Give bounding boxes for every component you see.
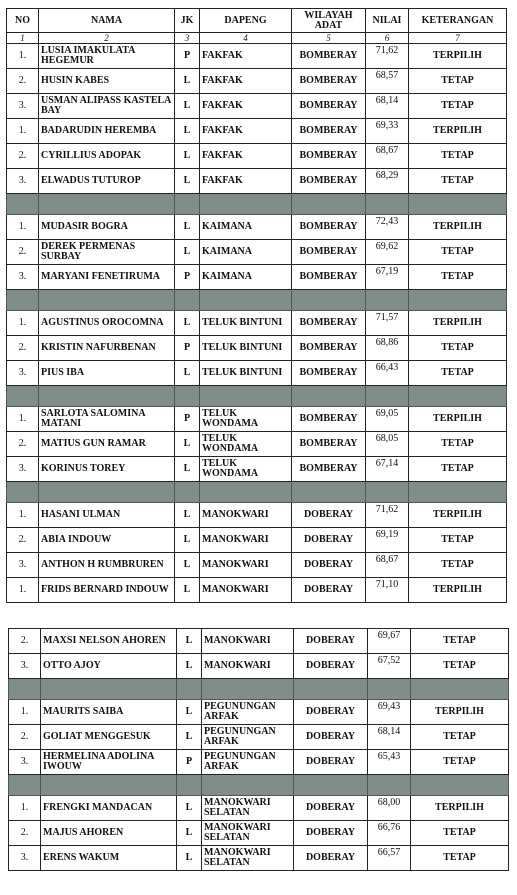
row-number: 3.: [9, 750, 41, 775]
table-row: [7, 240, 507, 265]
gender: L: [177, 700, 202, 725]
row-number: 1.: [7, 119, 39, 144]
column-number: 7: [409, 33, 507, 44]
dapeng: TELUK WONDAMA: [200, 457, 292, 482]
candidate-name: FRIDS BERNARD INDOUW: [39, 578, 175, 603]
gender: L: [177, 821, 202, 846]
separator-cell: [292, 290, 366, 311]
separator-cell: [292, 482, 366, 503]
status: TETAP: [409, 265, 507, 290]
gender: L: [177, 796, 202, 821]
dapeng: TELUK BINTUNI: [200, 361, 292, 386]
score: 69,19: [366, 528, 409, 553]
separator-cell: [368, 679, 411, 700]
status: TERPILIH: [409, 578, 507, 603]
candidate-name: ERENS WAKUM: [41, 846, 177, 871]
gender: L: [177, 654, 202, 679]
gender: L: [175, 94, 200, 119]
candidate-name: OTTO AJOY: [41, 654, 177, 679]
score: 72,43: [366, 215, 409, 240]
score: 67,19: [366, 265, 409, 290]
row-number: 3.: [7, 169, 39, 194]
column-number: 2: [39, 33, 175, 44]
candidate-name: KORINUS TOREY: [39, 457, 175, 482]
wilayah-adat: BOMBERAY: [292, 432, 366, 457]
status: TERPILIH: [409, 215, 507, 240]
header-keterangan: KETERANGAN: [409, 9, 507, 33]
gender: L: [175, 457, 200, 482]
gender: L: [175, 69, 200, 94]
dapeng: FAKFAK: [200, 44, 292, 69]
dapeng: FAKFAK: [200, 119, 292, 144]
score: 69,05: [366, 407, 409, 432]
table-row: [7, 407, 507, 432]
dapeng: FAKFAK: [200, 144, 292, 169]
status: TETAP: [411, 821, 509, 846]
separator-cell: [292, 386, 366, 407]
candidate-name: GOLIAT MENGGESUK: [41, 725, 177, 750]
header-jk: JK: [175, 9, 200, 33]
header-wilayah-adat: WILAYAH ADAT: [292, 9, 366, 33]
gender: P: [177, 750, 202, 775]
row-number: 3.: [7, 265, 39, 290]
score: 67,14: [366, 457, 409, 482]
dapeng: MANOKWARI SELATAN: [202, 821, 294, 846]
score: 71,62: [366, 503, 409, 528]
score: 68,14: [366, 94, 409, 119]
row-number: 1.: [7, 578, 39, 603]
row-number: 2.: [7, 144, 39, 169]
dapeng: MANOKWARI: [200, 553, 292, 578]
separator-cell: [411, 775, 509, 796]
separator-cell: [7, 194, 39, 215]
wilayah-adat: DOBERAY: [294, 796, 368, 821]
separator-cell: [41, 679, 177, 700]
candidate-name: MAJUS AHOREN: [41, 821, 177, 846]
status: TERPILIH: [411, 796, 509, 821]
dapeng: MANOKWARI: [202, 629, 294, 654]
wilayah-adat: BOMBERAY: [292, 311, 366, 336]
candidate-name: HUSIN KABES: [39, 69, 175, 94]
wilayah-adat: DOBERAY: [294, 629, 368, 654]
header-nama: NAMA: [39, 9, 175, 33]
wilayah-adat: BOMBERAY: [292, 94, 366, 119]
score: 68,57: [366, 69, 409, 94]
wilayah-adat: DOBERAY: [294, 821, 368, 846]
separator-cell: [177, 775, 202, 796]
candidate-name: BADARUDIN HEREMBA: [39, 119, 175, 144]
table-row: [9, 725, 509, 750]
status: TETAP: [411, 750, 509, 775]
row-number: 2.: [9, 725, 41, 750]
score: 69,62: [366, 240, 409, 265]
separator-cell: [175, 194, 200, 215]
score: 68,14: [368, 725, 411, 750]
row-number: 3.: [9, 846, 41, 871]
dapeng: PEGUNUNGAN ARFAK: [202, 750, 294, 775]
row-number: 2.: [9, 821, 41, 846]
separator-cell: [366, 290, 409, 311]
table-row: [9, 629, 509, 654]
dapeng: MANOKWARI SELATAN: [202, 846, 294, 871]
section-separator: [7, 482, 507, 503]
separator-cell: [9, 775, 41, 796]
dapeng: PEGUNUNGAN ARFAK: [202, 700, 294, 725]
gender: L: [175, 503, 200, 528]
row-number: 3.: [7, 457, 39, 482]
score: 68,67: [366, 553, 409, 578]
score: 69,67: [368, 629, 411, 654]
separator-cell: [366, 386, 409, 407]
row-number: 2.: [7, 336, 39, 361]
candidate-name: ELWADUS TUTUROP: [39, 169, 175, 194]
separator-cell: [7, 386, 39, 407]
candidate-table-page-2: [8, 628, 509, 871]
table-row: [7, 457, 507, 482]
dapeng: MANOKWARI: [200, 528, 292, 553]
gender: L: [177, 846, 202, 871]
score: 65,43: [368, 750, 411, 775]
separator-cell: [9, 679, 41, 700]
table-row: [9, 654, 509, 679]
separator-cell: [409, 194, 507, 215]
table-row: [7, 119, 507, 144]
status: TERPILIH: [409, 503, 507, 528]
separator-cell: [366, 194, 409, 215]
table-row: [7, 311, 507, 336]
gender: P: [175, 407, 200, 432]
candidate-name: USMAN ALIPASS KASTELA BAY: [39, 94, 175, 119]
separator-cell: [411, 679, 509, 700]
candidate-name: PIUS IBA: [39, 361, 175, 386]
separator-cell: [175, 290, 200, 311]
separator-cell: [39, 290, 175, 311]
dapeng: MANOKWARI: [200, 578, 292, 603]
column-number: 4: [200, 33, 292, 44]
score: 66,43: [366, 361, 409, 386]
wilayah-adat: BOMBERAY: [292, 44, 366, 69]
gender: L: [175, 144, 200, 169]
dapeng: KAIMANA: [200, 215, 292, 240]
dapeng: PEGUNUNGAN ARFAK: [202, 725, 294, 750]
status: TETAP: [411, 654, 509, 679]
status: TETAP: [409, 336, 507, 361]
gender: L: [175, 215, 200, 240]
score: 66,57: [368, 846, 411, 871]
wilayah-adat: BOMBERAY: [292, 119, 366, 144]
wilayah-adat: BOMBERAY: [292, 407, 366, 432]
table-row: [9, 750, 509, 775]
separator-cell: [292, 194, 366, 215]
table-row: [7, 578, 507, 603]
row-number: 1.: [7, 311, 39, 336]
row-number: 2.: [7, 528, 39, 553]
header-dapeng: DAPENG: [200, 9, 292, 33]
candidate-name: AGUSTINUS OROCOMNA: [39, 311, 175, 336]
separator-cell: [409, 290, 507, 311]
status: TETAP: [411, 846, 509, 871]
separator-cell: [39, 482, 175, 503]
candidate-name: SARLOTA SALOMINA MATANI: [39, 407, 175, 432]
row-number: 1.: [9, 700, 41, 725]
dapeng: MANOKWARI: [200, 503, 292, 528]
row-number: 3.: [7, 361, 39, 386]
wilayah-adat: DOBERAY: [294, 725, 368, 750]
table-row: [7, 144, 507, 169]
row-number: 3.: [7, 94, 39, 119]
gender: L: [175, 432, 200, 457]
score: 71,62: [366, 44, 409, 69]
separator-cell: [202, 679, 294, 700]
table-row: [9, 700, 509, 725]
wilayah-adat: BOMBERAY: [292, 215, 366, 240]
dapeng: FAKFAK: [200, 69, 292, 94]
candidate-name: ANTHON H RUMBRUREN: [39, 553, 175, 578]
separator-cell: [175, 386, 200, 407]
separator-cell: [39, 194, 175, 215]
row-number: 2.: [7, 432, 39, 457]
status: TETAP: [409, 361, 507, 386]
wilayah-adat: DOBERAY: [294, 750, 368, 775]
row-number: 2.: [9, 629, 41, 654]
dapeng: TELUK WONDAMA: [200, 432, 292, 457]
candidate-name: ABIA INDOUW: [39, 528, 175, 553]
separator-cell: [7, 290, 39, 311]
separator-cell: [294, 775, 368, 796]
wilayah-adat: DOBERAY: [292, 578, 366, 603]
candidate-table-page-1: [6, 8, 507, 603]
wilayah-adat: BOMBERAY: [292, 361, 366, 386]
score: 68,05: [366, 432, 409, 457]
score: 68,29: [366, 169, 409, 194]
candidate-name: MUDASIR BOGRA: [39, 215, 175, 240]
wilayah-adat: DOBERAY: [294, 654, 368, 679]
gender: P: [175, 44, 200, 69]
gender: L: [177, 725, 202, 750]
table-body-page-2: [9, 629, 509, 871]
row-number: 2.: [7, 69, 39, 94]
dapeng: FAKFAK: [200, 94, 292, 119]
header-no: NO: [7, 9, 39, 33]
status: TETAP: [411, 725, 509, 750]
status: TETAP: [409, 553, 507, 578]
candidate-name: DEREK PERMENAS SURBAY: [39, 240, 175, 265]
separator-cell: [177, 679, 202, 700]
table-row: [7, 265, 507, 290]
separator-cell: [7, 482, 39, 503]
section-separator: [7, 386, 507, 407]
column-number: 1: [7, 33, 39, 44]
gender: L: [175, 553, 200, 578]
candidate-name: KRISTIN NAFURBENAN: [39, 336, 175, 361]
wilayah-adat: BOMBERAY: [292, 144, 366, 169]
score: 69,33: [366, 119, 409, 144]
table-row: [9, 846, 509, 871]
separator-cell: [366, 482, 409, 503]
candidate-name: MAURITS SAIBA: [41, 700, 177, 725]
status: TETAP: [409, 457, 507, 482]
score: 71,57: [366, 311, 409, 336]
wilayah-adat: DOBERAY: [292, 528, 366, 553]
row-number: 1.: [7, 44, 39, 69]
table-row: [7, 503, 507, 528]
wilayah-adat: DOBERAY: [294, 846, 368, 871]
candidate-name: FRENGKI MANDACAN: [41, 796, 177, 821]
section-separator: [7, 290, 507, 311]
status: TERPILIH: [409, 407, 507, 432]
gender: P: [175, 336, 200, 361]
dapeng: TELUK BINTUNI: [200, 336, 292, 361]
table-row: [7, 69, 507, 94]
score: 67,52: [368, 654, 411, 679]
table-row: [7, 432, 507, 457]
dapeng: MANOKWARI SELATAN: [202, 796, 294, 821]
row-number: 1.: [9, 796, 41, 821]
status: TETAP: [409, 528, 507, 553]
column-number: 6: [366, 33, 409, 44]
candidate-name: LUSIA IMAKULATA HEGEMUR: [39, 44, 175, 69]
separator-cell: [294, 679, 368, 700]
score: 71,10: [366, 578, 409, 603]
table-row: [7, 528, 507, 553]
separator-cell: [200, 290, 292, 311]
row-number: 1.: [7, 215, 39, 240]
table-row: [7, 169, 507, 194]
candidate-name: HASANI ULMAN: [39, 503, 175, 528]
candidate-name: HERMELINA ADOLINA IWOUW: [41, 750, 177, 775]
wilayah-adat: BOMBERAY: [292, 336, 366, 361]
column-number-row: [7, 33, 507, 44]
candidate-name: CYRILLIUS ADOPAK: [39, 144, 175, 169]
page-break: [0, 617, 517, 628]
separator-cell: [200, 386, 292, 407]
status: TETAP: [411, 629, 509, 654]
table-row: [7, 94, 507, 119]
score: 68,00: [368, 796, 411, 821]
separator-cell: [202, 775, 294, 796]
table-row: [9, 796, 509, 821]
dapeng: MANOKWARI: [202, 654, 294, 679]
gender: L: [175, 169, 200, 194]
column-number: 5: [292, 33, 366, 44]
dapeng: TELUK BINTUNI: [200, 311, 292, 336]
score: 69,43: [368, 700, 411, 725]
row-number: 2.: [7, 240, 39, 265]
table-body-page-1: [7, 44, 507, 603]
row-number: 1.: [7, 407, 39, 432]
candidate-name: MAXSI NELSON AHOREN: [41, 629, 177, 654]
row-number: 1.: [7, 503, 39, 528]
table-row: [7, 553, 507, 578]
row-number: 3.: [7, 553, 39, 578]
status: TETAP: [409, 169, 507, 194]
wilayah-adat: BOMBERAY: [292, 69, 366, 94]
table-row: [7, 361, 507, 386]
gender: L: [175, 528, 200, 553]
separator-cell: [409, 482, 507, 503]
separator-cell: [175, 482, 200, 503]
status: TERPILIH: [409, 311, 507, 336]
separator-cell: [409, 386, 507, 407]
separator-cell: [39, 386, 175, 407]
status: TETAP: [409, 432, 507, 457]
wilayah-adat: BOMBERAY: [292, 265, 366, 290]
section-separator: [9, 775, 509, 796]
candidate-name: MATIUS GUN RAMAR: [39, 432, 175, 457]
separator-cell: [200, 194, 292, 215]
gender: L: [175, 578, 200, 603]
wilayah-adat: BOMBERAY: [292, 169, 366, 194]
gender: P: [175, 265, 200, 290]
gender: L: [177, 629, 202, 654]
dapeng: KAIMANA: [200, 240, 292, 265]
status: TETAP: [409, 94, 507, 119]
dapeng: TELUK WONDAMA: [200, 407, 292, 432]
section-separator: [7, 194, 507, 215]
score: 68,67: [366, 144, 409, 169]
status: TERPILIH: [409, 44, 507, 69]
section-separator: [9, 679, 509, 700]
table-row: [7, 44, 507, 69]
status: TETAP: [409, 240, 507, 265]
gender: L: [175, 311, 200, 336]
wilayah-adat: DOBERAY: [292, 553, 366, 578]
gender: L: [175, 240, 200, 265]
status: TERPILIH: [409, 119, 507, 144]
status: TETAP: [409, 144, 507, 169]
status: TERPILIH: [411, 700, 509, 725]
status: TETAP: [409, 69, 507, 94]
gender: L: [175, 119, 200, 144]
gender: L: [175, 361, 200, 386]
dapeng: KAIMANA: [200, 265, 292, 290]
score: 68,86: [366, 336, 409, 361]
wilayah-adat: DOBERAY: [294, 700, 368, 725]
separator-cell: [200, 482, 292, 503]
dapeng: FAKFAK: [200, 169, 292, 194]
separator-cell: [41, 775, 177, 796]
wilayah-adat: BOMBERAY: [292, 457, 366, 482]
table-row: [7, 336, 507, 361]
wilayah-adat: DOBERAY: [292, 503, 366, 528]
score: 66,76: [368, 821, 411, 846]
header-nilai: NILAI: [366, 9, 409, 33]
table-row: [7, 215, 507, 240]
separator-cell: [368, 775, 411, 796]
candidate-name: MARYANI FENETIRUMA: [39, 265, 175, 290]
column-number: 3: [175, 33, 200, 44]
wilayah-adat: BOMBERAY: [292, 240, 366, 265]
table-row: [9, 821, 509, 846]
row-number: 3.: [9, 654, 41, 679]
